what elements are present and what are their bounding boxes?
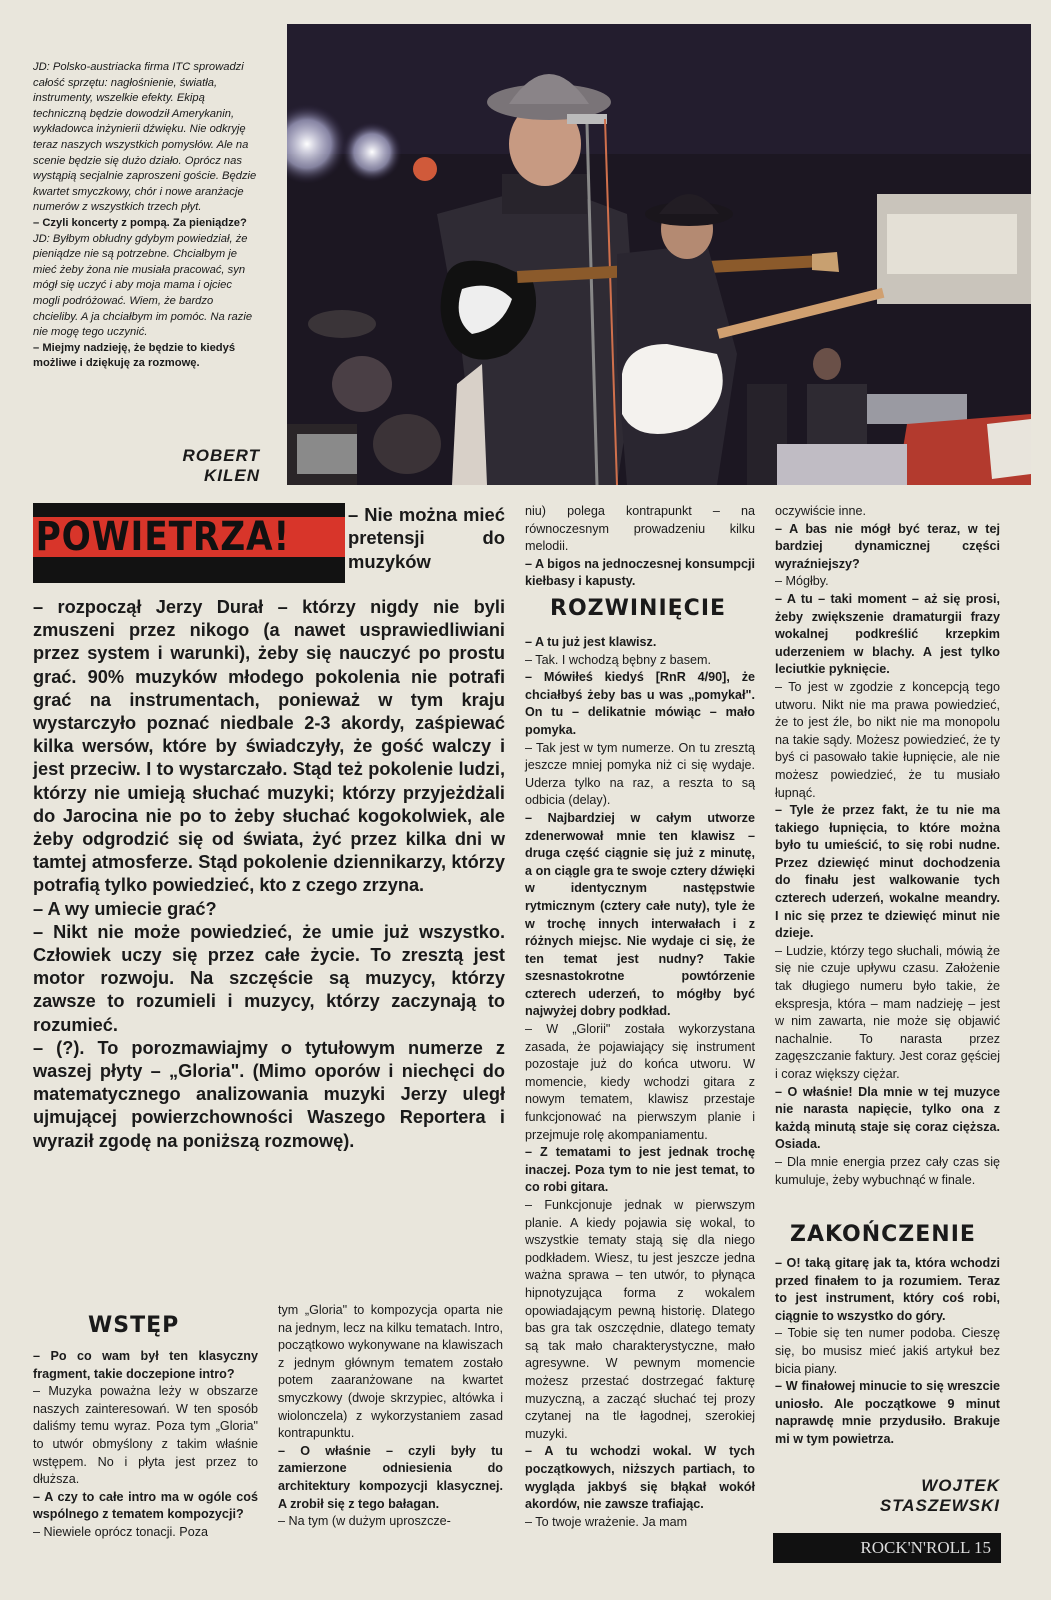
section-title-rozwiniecie: ROZWINIĘCIE: [550, 596, 727, 621]
column-c: [525, 634, 755, 1531]
lead-intro: – Nie można mieć pretensji do muzyków: [348, 504, 505, 572]
paragraph: – rozpoczął Jerzy Durał – którzy nigdy nie byli zmuszeni przez nikogo (a nawet usprawiedliwiani przez system i warunki), żeby się nauczyć po prostu grać. 90% muzyków młodego pokolenia nie potrafi grać na instrumentach, ponieważ w tym kraju wystarczyło poznać niedbale 2-3 akordy, zaśpiewać kilka wersów, które by świadczyły, że gość walczy i jest przeciw. I to wystarczało. Stąd też pokolenie ludzi, którzy nie umieją słuchać muzyki; którzy przyjeżdżali do Jarocina nie po to żeby słuchać kogokolwiek, ale żeby odgrodzić się od świata, żyć przez kilka dni w tamtej atmosferze. Stąd pokolenie dziennikarzy, którzy potrafią tylko powiedzieć, kto z czego zrzyna.: [33, 597, 505, 896]
paragraph: JD: Byłbym obłudny gdybym powiedział, że pieniądze nie są potrzebne. Chciałbym je mieć żeby żona nie musiała pracować, syn mógł się uczyć i aby moja mama i ojciec mogli podróżować. Wiem, że bardzo chcieliby. A ja chciałbym im pomóc. Na razie nie mogę tego uczynić.: [33, 232, 253, 339]
paragraph: – Miejmy nadzieję, że będzie to kiedyś możliwe i dziękuję za rozmowę.: [33, 341, 236, 370]
paragraph: – Funkcjonuje jednak w pierwszym planie. A kiedy pojawia się wokal, to wszystkie tematy stają się dla niego podkładem. Wiesz, tu jest jeszcze jedna ważna sprawa – ten utwór, to płynąca hipnotyzująca forma z wokalem opowiadającym pewną historię. Dlatego bas gra tak oszczędnie, dlatego tematy są tak mało charakterystyczne, mało agresywne. W pewnym momencie możesz przestać dostrzegać fakturę muzyczną, a zacząć słuchać tej prozy czytanej na tle łagodnej, szerokiej muzyki.: [525, 1198, 755, 1441]
headline-text: POWIETRZA!: [35, 517, 291, 557]
paragraph: – Z tematami to jest jednak trochę inaczej. Poza tym to nie jest temat, to co robi gitara.: [525, 1145, 755, 1195]
concert-photo-drawing: [287, 24, 1031, 485]
column-d: [775, 503, 1000, 1189]
column-c-top: [525, 503, 755, 591]
paragraph: – A wy umiecie grać?: [33, 898, 217, 919]
author-line: STASZEWSKI: [879, 1496, 1000, 1515]
paragraph: – A bigos na jednoczesnej konsumpcji kiełbasy i kapusty.: [525, 556, 756, 589]
paragraph: oczywiście inne.: [775, 504, 866, 518]
paragraph: JD: Polsko-austriacka firma ITC sprowadzi całość sprzętu: nagłośnienie, światła, instrumenty, wszelkie efekty. Ekipą techniczną będzie dowodził Amerykanin, wykładowca inżynierii dźwięku. Nie odkryję teraz naszych wszystkich pomysłów. Ale na scenie będzie się dużo działo. Oprócz nas wystąpią secjalnie zaproszeni goście. Będzie kwartet smyczkowy, chór i nowe aranżacje numerów z wszystkich trzech płyt.: [33, 61, 257, 214]
paragraph: – Tobie się ten numer podoba. Cieszę się, bo musisz mieć jakiś artykuł bez bicia piany.: [775, 1326, 1000, 1376]
section-title-wstep: WSTĘP: [88, 1313, 180, 1338]
author-wojtek-staszewski: [820, 1476, 1000, 1516]
column-a: [33, 1348, 258, 1542]
lead-main-text: [33, 596, 505, 1153]
paragraph: – A bas nie mógł być teraz, w tej bardziej dynamicznej części wyraźniejszy?: [775, 521, 1000, 571]
paragraph: – W „Glorii" została wykorzystana zasada, że pojawiający się instrument pozostaje już do końca utworu. W momencie, kiedy wchodzi gitara z nowym tematem, klawisz przestaje funkcjonować na pierwszym planie i przejmuje rolę akompaniamentu.: [525, 1022, 755, 1142]
paragraph: – Tak jest w tym numerze. On tu zresztą jeszcze mniej pomyka niż ci się wydaje. Uderza tylko na raz, a reszta to są odbicia (delay).: [525, 740, 755, 808]
paragraph: – O właśnie! Dla mnie w tej muzyce nie narasta napięcie, tylko ona z każdą minutą staje się coraz cięższa. Osiada.: [775, 1084, 1000, 1152]
paragraph: – Mógłby.: [775, 574, 829, 589]
paragraph: – Mówiłeś kiedyś [RnR 4/90], że chciałbyś żeby bas u was „pomykał". On tu – delikatnie mówiąc – mało pomyka.: [525, 670, 755, 737]
top-interview-text: [33, 60, 258, 372]
paragraph: – (?). To porozmawiajmy o tytułowym numerze z waszej płyty – „Gloria". (Mimo oporów i niechęci do matematycznego analizowania muzyki Jerzy uległ ujmującej powierzchowności Waszego Reportera i wyraził zgodę na poniższą rozmowę).: [33, 1037, 505, 1151]
column-b: [278, 1302, 503, 1531]
paragraph: – Po co wam był ten klasyczny fragment, takie doczepione intro?: [33, 1349, 258, 1381]
paragraph: – Tak. I wchodzą bębny z basem.: [525, 652, 711, 667]
author-line: WOJTEK: [921, 1476, 1000, 1495]
paragraph: – O właśnie – czyli były tu zamierzone odniesienia do architektury kompozycji klasycznej. A zrobił się z tego bałagan.: [278, 1443, 503, 1511]
paragraph: – Nikt nie może powiedzieć, że umie już wszystko. Człowiek uczy się przez całe życie. To zresztą jest motor rozwoju. Na szczęście są muzycy, którzy zawsze to rozumieli i muzycy, którzy zaczynają to rozumieć.: [33, 921, 505, 1035]
column-d-end: [775, 1255, 1000, 1449]
paragraph: niu) polega kontrapunkt – na równoczesnym prowadzeniu kilku melodii.: [525, 504, 755, 554]
paragraph: – O! taką gitarę jak ta, która wchodzi przed finałem to ja rozumiem. Teraz to jest instrument, który coś robi, ciągnie to wszystko do góry.: [775, 1256, 1000, 1323]
footer-text: ROCK'N'ROLL 15: [860, 1538, 991, 1557]
paragraph: – To jest w zgodzie z koncepcją tego utworu. Nikt nie ma prawa powiedzieć, że to jest źle, bo nikt nie ma monopolu na takie sądy. Możesz powiedzieć, że ty byś ci pasowało takie łupnięcie, ale nie możesz powiedzieć, że tu musiało łupnąć.: [775, 679, 1000, 800]
headline: [33, 517, 345, 557]
paragraph: – Dla mnie energia przez cały czas się kumuluje, żeby wybuchnąć w finale.: [775, 1154, 1000, 1187]
paragraph: – A czy to całe intro ma w ogóle coś wspólnego z tematem kompozycji?: [33, 1489, 258, 1522]
paragraph: – To twoje wrażenie. Ja mam: [525, 1514, 688, 1529]
author-line: ROBERT: [182, 446, 260, 465]
section-title-zakonczenie: ZAKOŃCZENIE: [790, 1222, 976, 1247]
page-footer: [773, 1533, 1001, 1563]
author-line: KILEN: [204, 466, 260, 485]
author-robert-kilen: [120, 446, 260, 486]
paragraph: – Ludzie, którzy tego słuchali, mówią że się nie czuje upływu czasu. Założenie tak długiego numeru było takie, że ekspresja, która – mam nadzieję – jest w nim zawarta, nie może się objawić nachalnie. To narasta przez zagęszczanie faktury. Jest coraz gęściej i coraz większy ciężar.: [775, 943, 1000, 1081]
paragraph: – Na tym (w dużym uproszcze-: [278, 1514, 451, 1529]
paragraph: – Muzyka poważna leży w obszarze naszych zainteresowań. W ten sposób daliśmy temu wyraz. Poza tym „Gloria" to utwór obmyślony z takim właśnie wstępem. No i płyta jest przez to dłuższa.: [33, 1384, 258, 1487]
paragraph: tym „Gloria" to kompozycja oparta nie na jednym, lecz na kilku tematach. Intro, początkowo wykonywane na klawiszach z jednym głównym tematem zostało potem zaaranżowane na kwartet smyczkowy (dwoje skrzypiec, altówka i wiolonczela) z wykorzystaniem zasad kontrapunktu.: [278, 1303, 503, 1441]
paragraph: – A tu już jest klawisz.: [525, 635, 657, 649]
paragraph: – Czyli koncerty z pompą. Za pieniądze?: [33, 216, 247, 229]
concert-photo: [287, 24, 1031, 485]
paragraph: – Najbardziej w całym utworze zdenerwował mnie ten klawisz – druga część ciągnie się już z minutę, a on ciągle gra te swoje cztery dźwięki w identycznym następstwie rytmicznym (cztery całe nuty), tyle że w trochę innych interwałach i z różnych miejsc. Nie wydaje ci się, że ten temat jest nudny? Takie szesnastokrotne powtórzenie czterech uderzeń, to mógłby być najwyżej dobry podkład.: [525, 810, 755, 1019]
paragraph: – A tu wchodzi wokal. W tych początkowych, niższych partiach, to wygląda jakbyś się błąkał wokół akordów, nie zawsze trafiając.: [525, 1444, 755, 1512]
paragraph: – Tyle że przez fakt, że tu nie ma takiego łupnięcia, to które można było tu umieścić, to się robi nudne. Przez dziewięć minut dochodzenia do finału jest walkowanie tych czterech uderzeń, wokalne meandry. I nic się przez te dziewięć minut nie dzieje.: [775, 803, 1000, 941]
paragraph: – W finałowej minucie to się wreszcie uniosło. Ale początkowe 9 minut naprawdę mnie przydusiło. Brakuje mi w tym powietrza.: [775, 1379, 1000, 1446]
paragraph: – A tu – taki moment – aż się prosi, żeby zwiększenie dramaturgii frazy wokalnej podkreślić krzepkim uderzeniem w blachy. A jest tylko leciutkie pyknięcie.: [775, 591, 1000, 677]
paragraph: – Niewiele oprócz tonacji. Poza: [33, 1524, 209, 1539]
